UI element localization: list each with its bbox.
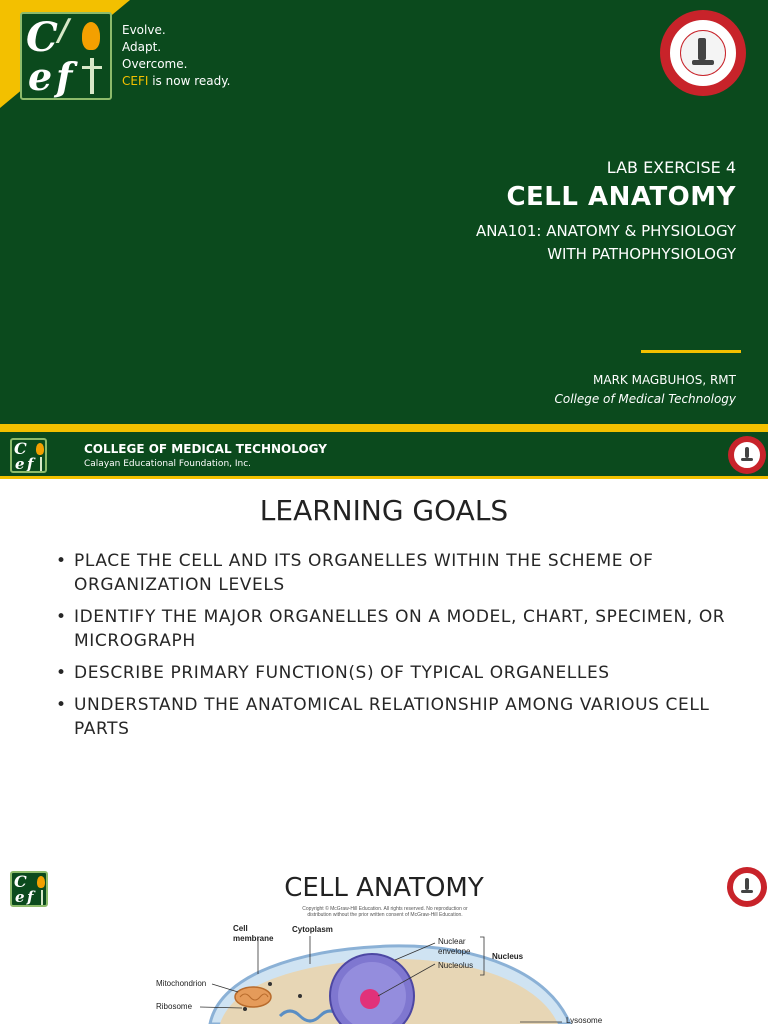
cell-diagram xyxy=(150,904,620,1024)
copyright-notice: Copyright © McGraw-Hill Education. All rights reserved. No reproduction or distribution without the prior written consent of McGraw-Hill Education. xyxy=(302,906,468,918)
label-nucleus: Nucleus xyxy=(492,952,524,961)
label-ribosome: Ribosome xyxy=(156,1002,193,1011)
cell-illustration xyxy=(150,904,620,1024)
author-name: MARK MAGBUHOS, RMT xyxy=(593,373,736,387)
course-subtitle-line1: ANA101: ANATOMY & PHYSIOLOGY xyxy=(476,222,736,240)
list-item: • DESCRIBE PRIMARY FUNCTION(S) OF TYPICAL ORGANELLES xyxy=(56,661,746,685)
tagline-brand: CEFI xyxy=(122,74,149,88)
label-nucleolus: Nucleolus xyxy=(438,961,474,970)
label-lysosome: Lysosome xyxy=(566,1016,603,1024)
slide3-cefi-logo: C e f xyxy=(10,871,48,907)
list-item: • UNDERSTAND THE ANATOMICAL RELATIONSHIP AMONG VARIOUS CELL PARTS xyxy=(56,693,746,741)
college-seal xyxy=(660,10,746,96)
label-cell: Cell xyxy=(233,924,248,933)
nucleolus-shape xyxy=(360,989,380,1009)
list-item: • PLACE THE CELL AND ITS ORGANELLES WITHIN THE SCHEME OF ORGANIZATION LEVELS xyxy=(56,549,746,597)
cell-anatomy-title: CELL ANATOMY xyxy=(284,873,484,903)
header-college-seal xyxy=(728,436,766,474)
label-mitochondrion: Mitochondrion xyxy=(156,979,207,988)
label-cytoplasm: Cytoplasm xyxy=(292,925,333,934)
course-subtitle-line2: WITH PATHOPHYSIOLOGY xyxy=(547,245,736,263)
tagline-evolve: Evolve. xyxy=(122,23,166,37)
header-cefi-logo: C e f xyxy=(10,438,47,473)
list-item: • IDENTIFY THE MAJOR ORGANELLES ON A MODEL, CHART, SPECIMEN, OR MICROGRAPH xyxy=(56,605,746,653)
gold-divider xyxy=(641,350,741,353)
tagline-ready-text: is now ready. xyxy=(148,74,231,88)
learning-goals-list xyxy=(56,549,746,749)
gold-bottom-bar xyxy=(0,424,768,432)
label-cell-membrane: membrane xyxy=(233,934,274,943)
header-gold-stripe xyxy=(0,476,768,479)
tagline xyxy=(122,22,230,90)
label-nuclear-envelope: envelope xyxy=(438,947,471,956)
slide-title: CELL ANATOMY xyxy=(506,182,736,212)
header-foundation-name: Calayan Educational Foundation, Inc. xyxy=(84,459,252,469)
author-college: College of Medical Technology xyxy=(554,392,736,406)
lab-exercise-label: LAB EXERCISE 4 xyxy=(606,158,736,177)
tagline-adapt: Adapt. xyxy=(122,40,162,54)
label-nuclear: Nuclear xyxy=(438,937,466,946)
course-subtitle xyxy=(476,220,736,266)
learning-goals-title: LEARNING GOALS xyxy=(259,494,509,527)
tagline-ready xyxy=(122,73,230,90)
header-college-name: COLLEGE OF MEDICAL TECHNOLOGY xyxy=(84,442,327,456)
title-slide xyxy=(0,0,768,432)
cefi-logo: C / e f xyxy=(20,12,112,100)
tagline-overcome: Overcome. xyxy=(122,57,188,71)
